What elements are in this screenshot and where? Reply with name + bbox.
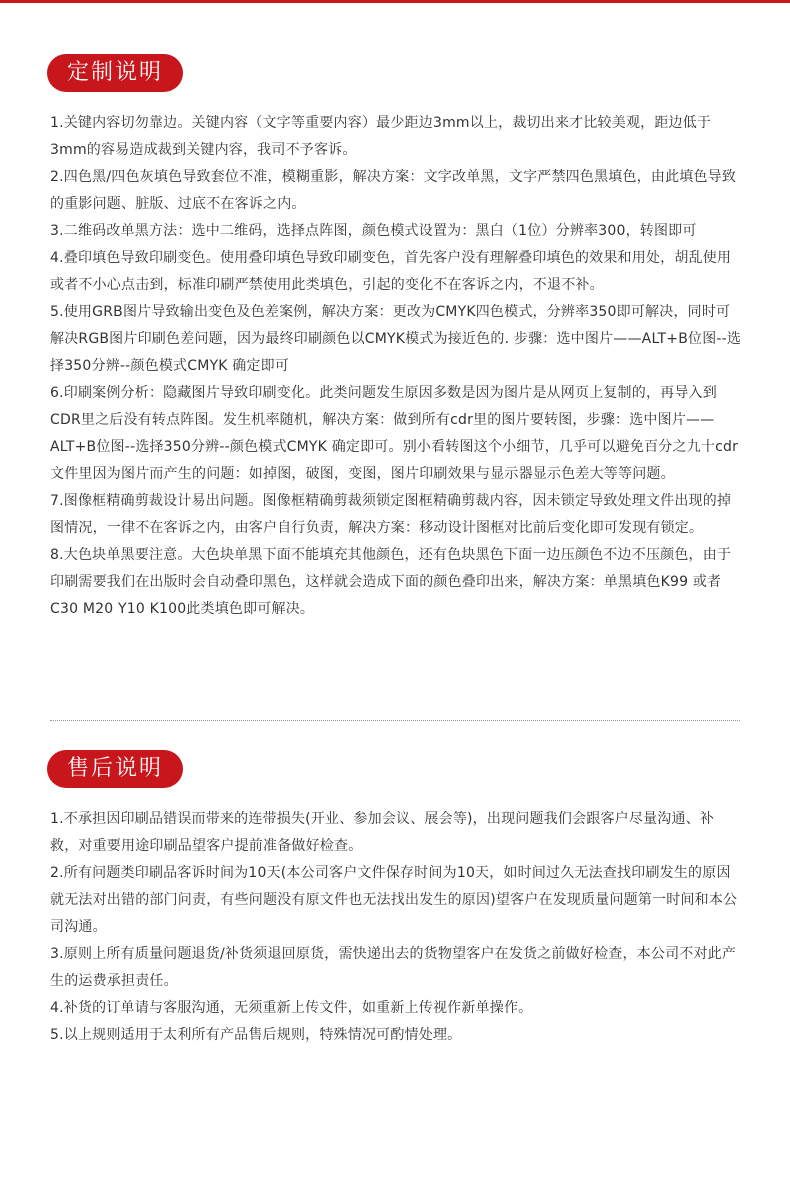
customization-item-6: 6.印刷案例分析：隐藏图片导致印刷变化。此类问题发生原因多数是因为图片是从网页上复制的，再导入到CDR里之后没有转点阵图。发生机率随机，解决方案：做到所有cdr里的图片要转图，步骤：选中图片——ALT+B位图--选择350分辨--颜色模式CMYK 确定即可。别小看转图这个小细节，几乎可以避免百分之九十cdr文件里因为图片而产生的问题：如掉图，破图，变图，图片印刷效果与显示器显示色差大等等问题。 [50,385,739,482]
customization-item-4: 4.叠印填色导致印刷变色。使用叠印填色导致印刷变色，首先客户没有理解叠印填色的效果和用处，胡乱使用或者不小心点击到，标准印刷严禁使用此类填色，引起的变化不在客诉之内，不退不补。 [50,250,732,293]
after-sales-item-1: 1.不承担因印刷品错误而带来的连带损失(开业、参加会议、展会等)，出现问题我们会跟客户尽量沟通、补救，对重要用途印刷品望客户提前准备做好检查。 [50,811,715,854]
section-divider [50,720,740,721]
after-sales-item-5: 5.以上规则适用于太利所有产品售后规则，特殊情况可酌情处理。 [50,1027,462,1043]
customization-item-2: 2.四色黑/四色灰填色导致套位不准，模糊重影，解决方案：文字改单黑，文字严禁四色黑填色，由此填色导致的重影问题、脏版、过底不在客诉之内。 [50,169,737,212]
customization-notes [50,110,742,623]
after-sales-item-3: 3.原则上所有质量问题退货/补货须退回原货，需快递出去的货物望客户在发货之前做好检查，本公司不对此产生的运费承担责任。 [50,946,737,989]
customization-item-7: 7.图像框精确剪裁设计易出问题。图像框精确剪裁须锁定图框精确剪裁内容，因未锁定导致处理文件出现的掉图情况，一律不在客诉之内，由客户自行负责，解决方案：移动设计图框对比前后变化即可发现有锁定。 [50,493,732,536]
customization-item-5: 5.使用GRB图片导致输出变色及色差案例，解决方案：更改为CMYK四色模式，分辨率350即可解决，同时可解决RGB图片印刷色差问题，因为最终印刷颜色以CMYK模式为接近色的. 步骤：选中图片——ALT+B位图--选择350分辨--颜色模式CMYK 确定即可 [50,304,742,374]
after-sales-item-2: 2.所有问题类印刷品客诉时间为10天(本公司客户文件保存时间为10天，如时间过久无法查找印刷发生的原因就无法对出错的部门问责，有些问题没有原文件也无法找出发生的原因)望客户在发现质量问题第一时间和本公司沟通。 [50,865,738,935]
customization-item-1: 1.关键内容切勿靠边。关键内容（文字等重要内容）最少距边3mm以上，裁切出来才比较美观，距边低于3mm的容易造成裁到关键内容，我司不予客诉。 [50,115,712,158]
customization-section-title: 定制说明 [47,54,183,92]
top-accent-rule [0,0,790,3]
customization-item-3: 3.二维码改单黑方法：选中二维码，选择点阵图，颜色模式设置为：黑白（1位）分辨率300，转图即可 [50,223,697,239]
after-sales-section-title: 售后说明 [47,750,183,788]
customization-item-8: 8.大色块单黑要注意。大色块单黑下面不能填充其他颜色，还有色块黑色下面一边压颜色不边不压颜色，由于印刷需要我们在出版时会自动叠印黑色，这样就会造成下面的颜色叠印出来，解决方案：单黑填色K99 或者C30 M20 Y10 K100此类填色即可解决。 [50,547,732,617]
after-sales-item-4: 4.补货的订单请与客服沟通，无须重新上传文件，如重新上传视作新单操作。 [50,1000,533,1016]
after-sales-notes [50,806,742,1049]
